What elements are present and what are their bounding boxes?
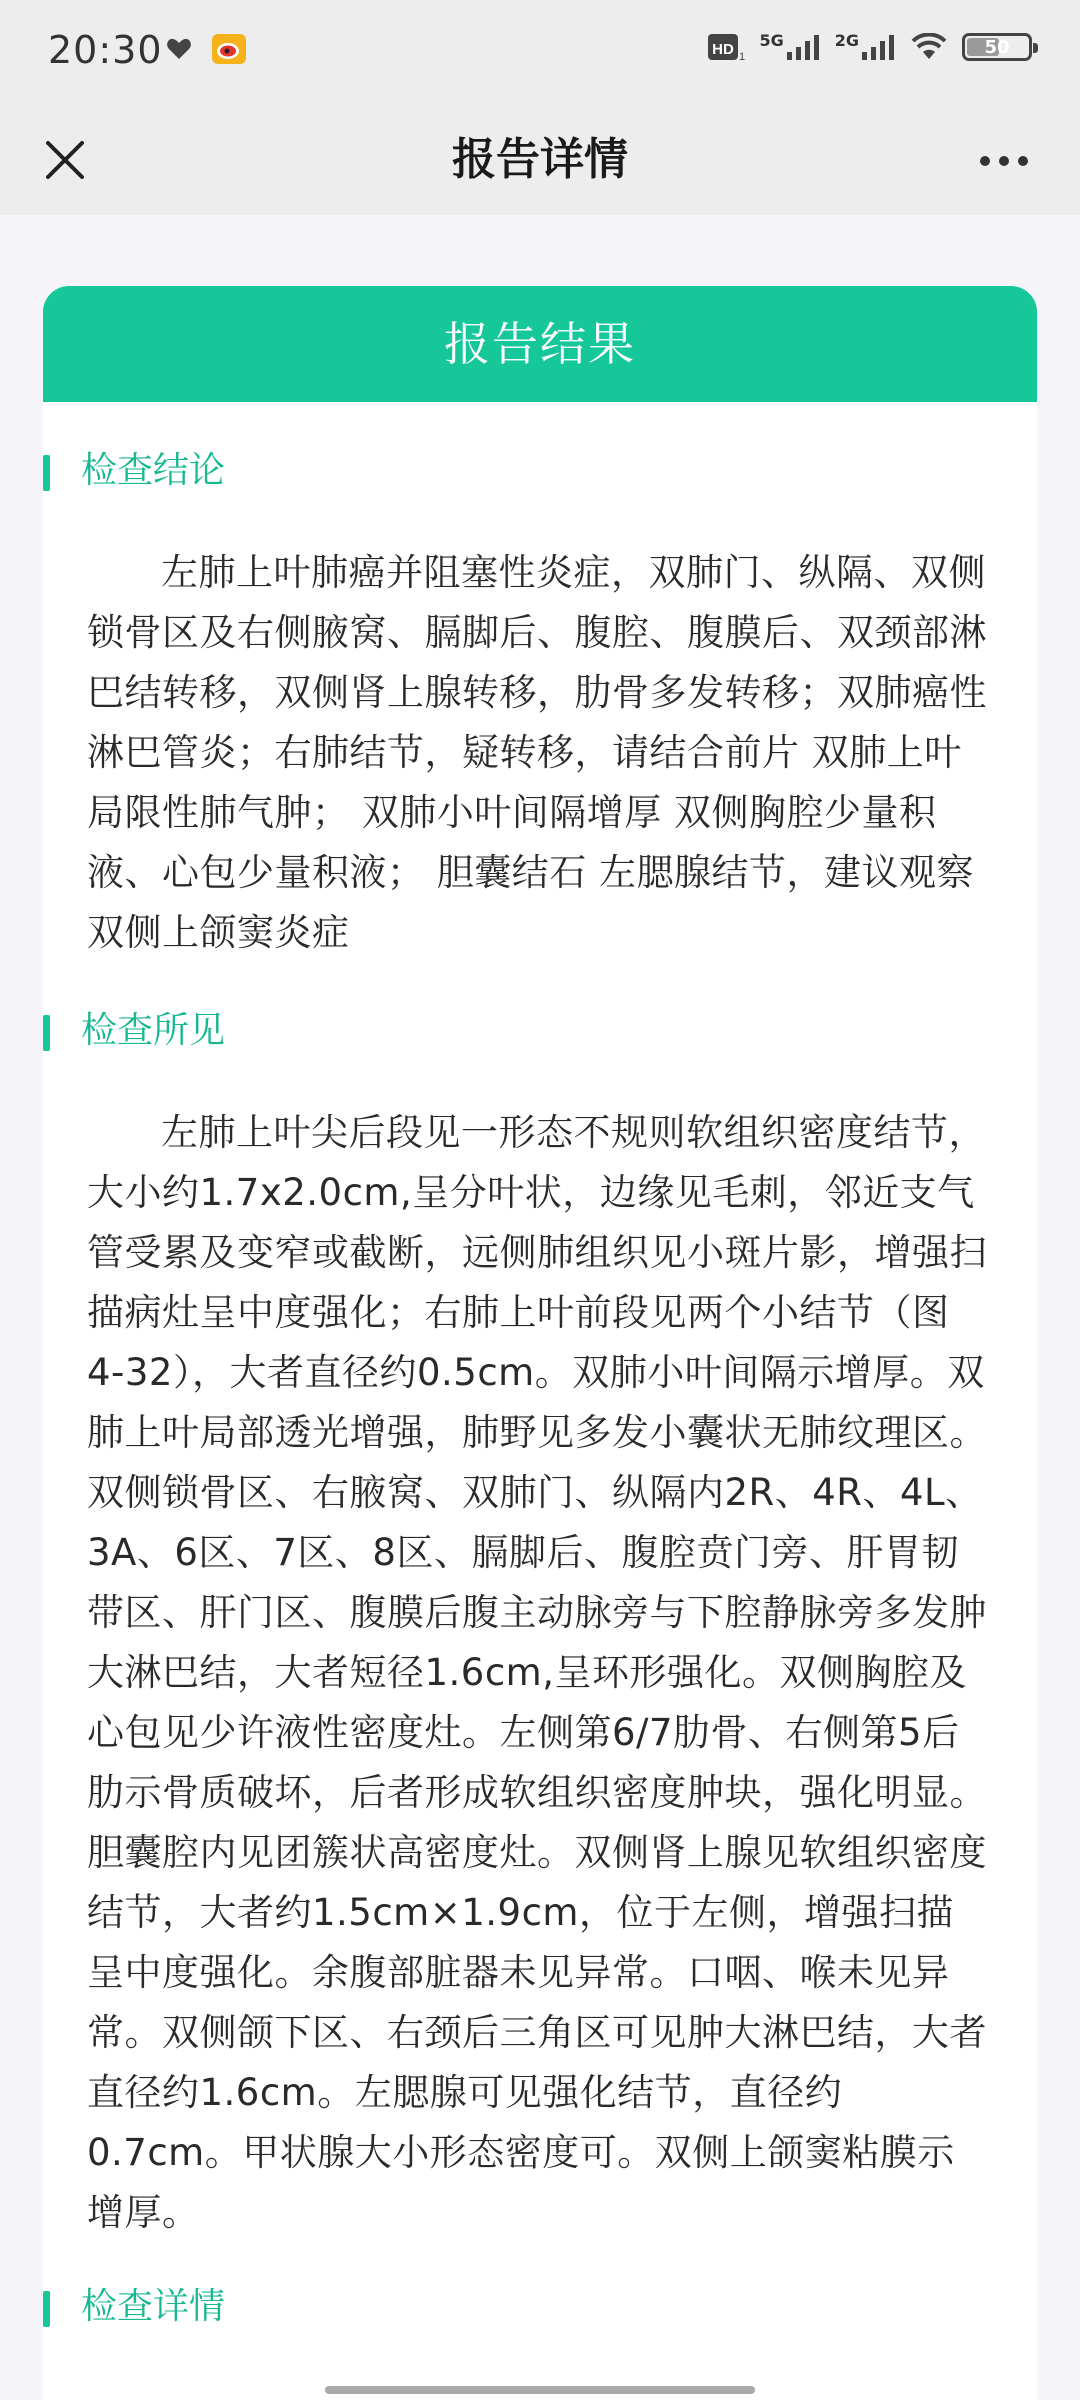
battery-icon: 50 [962,33,1032,61]
section-text-findings: 左肺上叶尖后段见一形态不规则软组织密度结节，大小约1.7x2.0cm,呈分叶状，边缘见毛刺，邻近支气管受累及变窄或截断，远侧肺组织见小斑片影，增强扫描病灶呈中度强化；右肺上叶前段见两个小结节（图4-32），大者直径约0.5cm。双肺小叶间隔示增厚。双肺上叶局部透光增强，肺野见多发小囊状无肺纹理区。双侧锁骨区、右腋窝、双肺门、纵隔内2R、4R、4L、3A、6区、7区、8区、膈脚后、腹腔贲门旁、肝胃韧带区、肝门区、腹膜后腹主动脉旁与下腔静脉旁多发肿大淋巴结，大者短径1.6cm,呈环形强化。双侧胸腔及心包见少许液性密度灶。左侧第6/7肋骨、右侧第5后肋示骨质破坏，后者形成软组织密度肿块，强化明显。胆囊腔内见团簇状高密度灶。双侧肾上腺见软组织密度结节，大者约1.5cm×1.9cm，位于左侧，增强扫描呈中度强化。余腹部脏器未见异常。口咽、喉未见异常。双侧颌下区、右颈后三角区可见肿大淋巴结，大者直径约1.6cm。左腮腺可见强化结节，直径约0.7cm。甲状腺大小形态密度可。双侧上颌窦粘膜示增厚。 [87,1111,987,2234]
wifi-icon [910,33,948,61]
signal-bars-icon [862,34,896,60]
hd-icon [707,32,745,62]
status-time: 20:30 [48,28,163,72]
signal-bars-icon [787,34,821,60]
report-card [43,286,1037,2400]
home-indicator[interactable] [325,2386,755,2394]
section-title-conclusion: 检查结论 [43,447,1037,495]
svg-text:1: 1 [739,51,746,62]
section-text-conclusion: 左肺上叶肺癌并阻塞性炎症，双肺门、纵隔、双侧锁骨区及右侧腋窝、膈脚后、腹腔、腹膜后、双颈部淋巴结转移，双侧肾上腺转移，肋骨多发转移；双肺癌性淋巴管炎；右肺结节，疑转移，请结合前片 双肺上叶局限性肺气肿； 双肺小叶间隔增厚 双侧胸腔少量积液、心包少量积液； 胆囊结石 左腮腺结节，建议观察 双侧上颌窦炎症 [87,551,987,954]
notification-icons [166,34,246,64]
card-header: 报告结果 [43,286,1037,402]
heart-icon [166,37,192,61]
section-title-findings: 检查所见 [43,1007,1037,1055]
status-indicators [707,32,1032,62]
weibo-icon [212,34,246,64]
signal-5g: 5G [759,34,820,60]
title-bar [0,105,1080,215]
close-button[interactable] [30,125,100,195]
signal-2g: 2G [835,34,896,60]
page-title: 报告详情 [452,134,628,185]
section-title-details: 检查详情 [43,2283,1037,2331]
more-button[interactable] [964,133,1044,189]
close-icon [44,139,86,181]
status-bar [0,0,1080,105]
more-icon [980,156,990,166]
svg-text:HD: HD [712,41,735,58]
